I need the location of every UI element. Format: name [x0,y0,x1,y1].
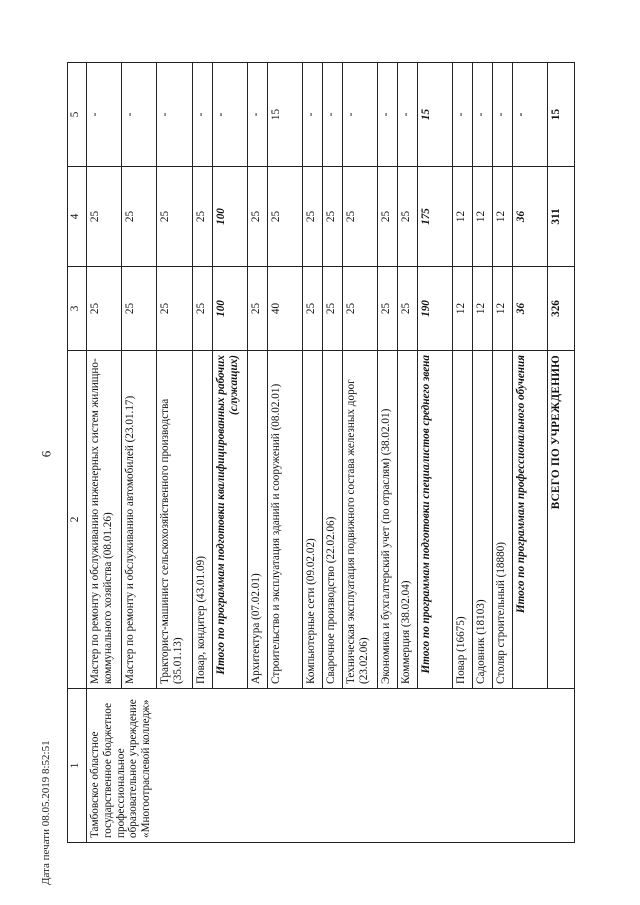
value-cell: 15 [548,63,575,167]
value-cell: 12 [493,267,513,351]
value-cell: - [248,63,268,167]
value-cell: 25 [398,167,418,267]
value-cell: - [212,63,247,167]
value-cell: 100 [212,167,247,267]
print-date: Дата печати 08.05.2019 8:52:51 [40,740,52,885]
value-cell: 25 [192,167,212,267]
column-header: 3 [68,267,87,351]
value-cell: 175 [418,167,453,267]
value-cell: 15 [418,63,453,167]
value-cell: 25 [157,267,192,351]
program-cell: Садовник (18103) [473,351,493,689]
value-cell: 25 [192,267,212,351]
value-cell: 190 [418,267,453,351]
program-cell: Экономика и бухгалтерский учет (по отраслям) (38.02.01) [378,351,398,689]
value-cell: 36 [513,267,548,351]
program-cell: Архитектура (07.02.01) [248,351,268,689]
value-cell: 25 [323,167,343,267]
subtotal-label: Итого по программам подготовки специалистов среднего звена [418,351,453,689]
column-header: 1 [68,689,87,843]
value-cell: 25 [86,167,121,267]
value-cell: - [323,63,343,167]
program-cell: Компьютерные сети (09.02.02) [303,351,323,689]
program-cell: Коммерция (38.02.04) [398,351,418,689]
value-cell: - [86,63,121,167]
value-cell: 25 [86,267,121,351]
column-header: 4 [68,167,87,267]
value-cell: 25 [303,167,323,267]
value-cell: 25 [342,167,377,267]
value-cell: - [473,63,493,167]
value-cell: 12 [473,267,493,351]
value-cell: 311 [548,167,575,267]
value-cell: 25 [122,167,157,267]
value-cell: 25 [122,267,157,351]
value-cell: - [453,63,473,167]
program-cell: Мастер по ремонту и обслуживанию инженерных систем жилищно-коммунального хозяйства (08.01.26) [86,351,121,689]
value-cell: 12 [453,267,473,351]
value-cell: 12 [493,167,513,267]
value-cell: 25 [398,267,418,351]
program-cell: Сварочное производство (22.02.06) [323,351,343,689]
program-cell: Мастер по ремонту и обслуживанию автомобилей (23.01.17) [122,351,157,689]
admission-table [67,62,575,843]
value-cell: - [157,63,192,167]
value-cell: 25 [378,167,398,267]
column-header: 5 [68,63,87,167]
value-cell: - [342,63,377,167]
value-cell: 12 [473,167,493,267]
value-cell: 40 [267,267,302,351]
value-cell: - [493,63,513,167]
value-cell: 12 [453,167,473,267]
value-cell: 15 [267,63,302,167]
value-cell: 25 [303,267,323,351]
program-cell: Повар, кондитер (43.01.09) [192,351,212,689]
value-cell: 326 [548,267,575,351]
value-cell: 25 [248,267,268,351]
program-cell: Тракторист-машинист сельскохозяйственного производства (35.01.13) [157,351,192,689]
table-header-row [68,63,87,843]
value-cell: 25 [342,267,377,351]
value-cell: 25 [157,167,192,267]
page-number: 6 [38,450,54,458]
value-cell: - [192,63,212,167]
column-header: 2 [68,351,87,689]
program-cell: Техническая эксплуатация подвижного состава железных дорог (23.02.06) [342,351,377,689]
value-cell: - [513,63,548,167]
value-cell: 36 [513,167,548,267]
institution-cell: Тамбовское областное государственное бюджетное профессиональное образовательное учреждение «Многоотраслевой колледж» [86,689,574,843]
rotated-table-container [67,63,575,843]
table-row [86,63,121,843]
value-cell: 25 [248,167,268,267]
program-cell: Столяр строительный (18880) [493,351,513,689]
value-cell: - [398,63,418,167]
value-cell: 25 [267,167,302,267]
value-cell: - [303,63,323,167]
subtotal-label: Итого по программам профессионального обучения [513,351,548,689]
value-cell: 100 [212,267,247,351]
value-cell: - [378,63,398,167]
program-cell: Повар (16675) [453,351,473,689]
value-cell: 25 [323,267,343,351]
grand-total-label: ВСЕГО ПО УЧРЕЖДЕНИЮ [548,351,575,689]
value-cell: - [122,63,157,167]
subtotal-label: Итого по программам подготовки квалифицированных рабочих (служащих) [212,351,247,689]
value-cell: 25 [378,267,398,351]
program-cell: Строительство и эксплуатация зданий и сооружений (08.02.01) [267,351,302,689]
